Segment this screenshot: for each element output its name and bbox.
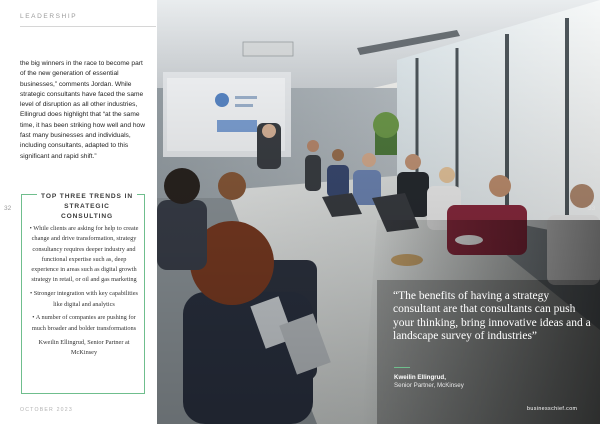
quote-rule [394, 367, 410, 368]
meeting-photo-illustration [157, 0, 600, 424]
page-number: 32 [4, 205, 12, 212]
meeting-photo [157, 0, 600, 424]
trend-item: • While clients are asking for help to create change and drive transformation, strategy consultancy requires deeper industry and functional expertise such as, deep experience in areas such as digital growth strategy in retail, or oil and gas marketing [29, 225, 139, 284]
section-label: LEADERSHIP [20, 13, 78, 20]
trends-list [28, 224, 140, 362]
website-url: businesschief.com [527, 406, 578, 412]
trends-box-title: TOP THREE TRENDS IN STRATEGIC CONSULTING [37, 192, 137, 222]
article-body [20, 59, 150, 162]
trends-credit: Kweilin Ellingrud, Senior Partner at McKinsey [38, 338, 130, 357]
quote-attribution-name: Kweilin Ellingrud, [394, 374, 446, 381]
issue-date: OCTOBER 2023 [20, 407, 73, 413]
header-rule [20, 26, 156, 27]
page-number-right: 33 [588, 205, 596, 212]
body-paragraph: the big winners in the race to become part of the new generation of essential businesses,” comments Jordan. While strategic consultants have faced the same level of disruption as all other industries, Ellingrud does highlight that “at the same time, it has been striking how well and how fast many businesses and individuals, including consultants, adapted to this significant and rapid shift.” [20, 60, 145, 160]
trend-item: • Stronger integration with key capabilities like digital and analytics [29, 290, 138, 308]
trends-box [21, 194, 145, 394]
pull-quote: “The benefits of having a strategy consultant are that consultants can push your thinking, bring innovative ideas and a landscape survey of industries” [393, 290, 591, 343]
trend-item: • A number of companies are pushing for much broader and bolder transformations [31, 314, 137, 332]
quote-attribution-role: Senior Partner, McKinsey [394, 382, 464, 389]
text-column [0, 0, 157, 424]
